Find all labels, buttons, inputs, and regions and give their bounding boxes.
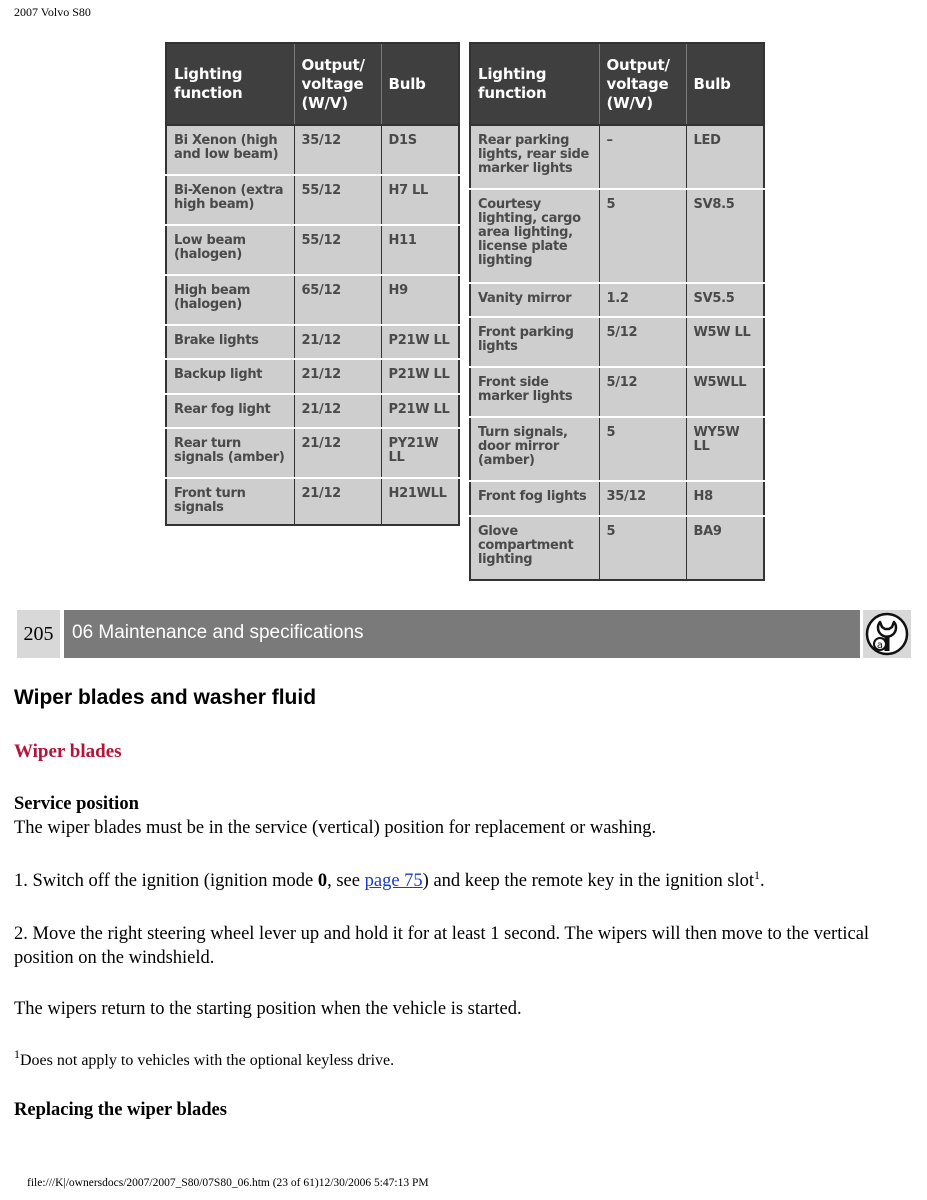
- table-row: [166, 359, 459, 394]
- table-cell: Glove compartment lighting: [470, 516, 599, 580]
- table-row: [470, 125, 764, 189]
- footnote-text: Does not apply to vehicles with the optional keyless drive.: [20, 1052, 395, 1069]
- step-1-text: ) and keep the remote key in the ignition slot: [422, 871, 755, 891]
- page-number: 205: [17, 610, 60, 658]
- table-cell: 21/12: [294, 428, 381, 478]
- svg-text:a: a: [876, 640, 884, 651]
- table-row: [166, 394, 459, 428]
- table-cell: Front parking lights: [470, 317, 599, 367]
- table-cell: 5/12: [599, 317, 686, 367]
- file-path-footer: file:///K|/ownersdocs/2007/2007_S80/07S80_06.htm (23 of 61)12/30/2006 5:47:13 PM: [27, 1177, 429, 1189]
- table-cell: 21/12: [294, 359, 381, 394]
- table-row: [470, 189, 764, 283]
- column-header-lighting-function: Lighting function: [470, 43, 599, 125]
- column-header-output-voltage: Output/ voltage (W/V): [599, 43, 686, 125]
- ignition-mode-value: 0: [317, 871, 328, 891]
- table-cell: W5WLL: [686, 367, 764, 417]
- table-row: [470, 481, 764, 516]
- table-cell: 65/12: [294, 275, 381, 325]
- document-header: 2007 Volvo S80: [14, 5, 91, 19]
- wipers-return-text: The wipers return to the starting position when the vehicle is started.: [14, 999, 522, 1019]
- table-cell: 1.2: [599, 283, 686, 317]
- table-row: [470, 367, 764, 417]
- table-cell: Front fog lights: [470, 481, 599, 516]
- table-row: [166, 125, 459, 175]
- table-cell: Front side marker lights: [470, 367, 599, 417]
- table-cell: Rear parking lights, rear side marker lights: [470, 125, 599, 189]
- footnote: [14, 1049, 894, 1073]
- table-row: [166, 428, 459, 478]
- service-position-text: The wiper blades must be in the service (vertical) position for replacement or washing.: [14, 818, 657, 838]
- replacing-wiper-blades-title: Replacing the wiper blades: [14, 1100, 227, 1120]
- table-cell: –: [599, 125, 686, 189]
- step-1-paragraph: [14, 869, 894, 893]
- table-cell: D1S: [381, 125, 459, 175]
- column-header-bulb: Bulb: [686, 43, 764, 125]
- footnote-number: 1: [14, 1047, 20, 1061]
- table-cell: 55/12: [294, 225, 381, 275]
- step-1-text: 1. Switch off the ignition (ignition mode: [14, 871, 318, 891]
- table-cell: WY5W LL: [686, 417, 764, 481]
- table-row: [166, 175, 459, 225]
- table-cell: H21WLL: [381, 478, 459, 525]
- column-header-output-voltage: Output/ voltage (W/V): [294, 43, 381, 125]
- table-cell: H8: [686, 481, 764, 516]
- table-cell: 55/12: [294, 175, 381, 225]
- table-cell: SV5.5: [686, 283, 764, 317]
- table-row: [166, 275, 459, 325]
- bulb-spec-table-left: [165, 42, 460, 526]
- table-cell: H7 LL: [381, 175, 459, 225]
- column-header-bulb: Bulb: [381, 43, 459, 125]
- table-cell: H9: [381, 275, 459, 325]
- table-row: [470, 417, 764, 481]
- table-cell: 5: [599, 189, 686, 283]
- table-cell: Low beam (halogen): [166, 225, 294, 275]
- table-cell: High beam (halogen): [166, 275, 294, 325]
- table-cell: H11: [381, 225, 459, 275]
- service-position-title: Service position: [14, 794, 139, 814]
- table-cell: Turn signals, door mirror (amber): [470, 417, 599, 481]
- table-cell: 21/12: [294, 325, 381, 359]
- footnote-marker: 1: [754, 868, 761, 882]
- table-cell: Vanity mirror: [470, 283, 599, 317]
- page-heading: Wiper blades and washer fluid: [14, 686, 317, 709]
- page-75-link[interactable]: page 75: [364, 871, 423, 891]
- table-cell: Rear fog light: [166, 394, 294, 428]
- table-cell: 5: [599, 417, 686, 481]
- table-cell: BA9: [686, 516, 764, 580]
- table-row: [470, 516, 764, 580]
- step-1-text: .: [760, 871, 765, 891]
- table-cell: Brake lights: [166, 325, 294, 359]
- step-2-paragraph: 2. Move the right steering wheel lever up and hold it for at least 1 second. The wipers will then move to the vertical position on the windshield.: [14, 924, 870, 968]
- table-cell: P21W LL: [381, 394, 459, 428]
- table-cell: W5W LL: [686, 317, 764, 367]
- table-cell: 35/12: [294, 125, 381, 175]
- bulb-spec-table-right: [469, 42, 765, 581]
- column-header-lighting-function: Lighting function: [166, 43, 294, 125]
- section-subheading: Wiper blades: [14, 741, 122, 762]
- table-cell: Backup light: [166, 359, 294, 394]
- table-cell: LED: [686, 125, 764, 189]
- table-cell: 5/12: [599, 367, 686, 417]
- table-cell: Bi-Xenon (extra high beam): [166, 175, 294, 225]
- wrench-icon: [863, 610, 911, 658]
- table-cell: Rear turn signals (amber): [166, 428, 294, 478]
- table-row: [166, 325, 459, 359]
- table-cell: 21/12: [294, 394, 381, 428]
- table-cell: Courtesy lighting, cargo area lighting, license plate lighting: [470, 189, 599, 283]
- table-cell: P21W LL: [381, 359, 459, 394]
- table-cell: Bi Xenon (high and low beam): [166, 125, 294, 175]
- table-cell: 5: [599, 516, 686, 580]
- table-row: [166, 225, 459, 275]
- section-title: 06 Maintenance and specifications: [64, 610, 860, 658]
- table-cell: 35/12: [599, 481, 686, 516]
- table-row: [470, 317, 764, 367]
- table-cell: P21W LL: [381, 325, 459, 359]
- step-1-text: , see: [327, 871, 365, 891]
- table-cell: 21/12: [294, 478, 381, 525]
- section-header-band: [17, 610, 911, 658]
- table-cell: Front turn signals: [166, 478, 294, 525]
- table-row: [166, 478, 459, 525]
- table-cell: PY21W LL: [381, 428, 459, 478]
- table-row: [470, 283, 764, 317]
- table-cell: SV8.5: [686, 189, 764, 283]
